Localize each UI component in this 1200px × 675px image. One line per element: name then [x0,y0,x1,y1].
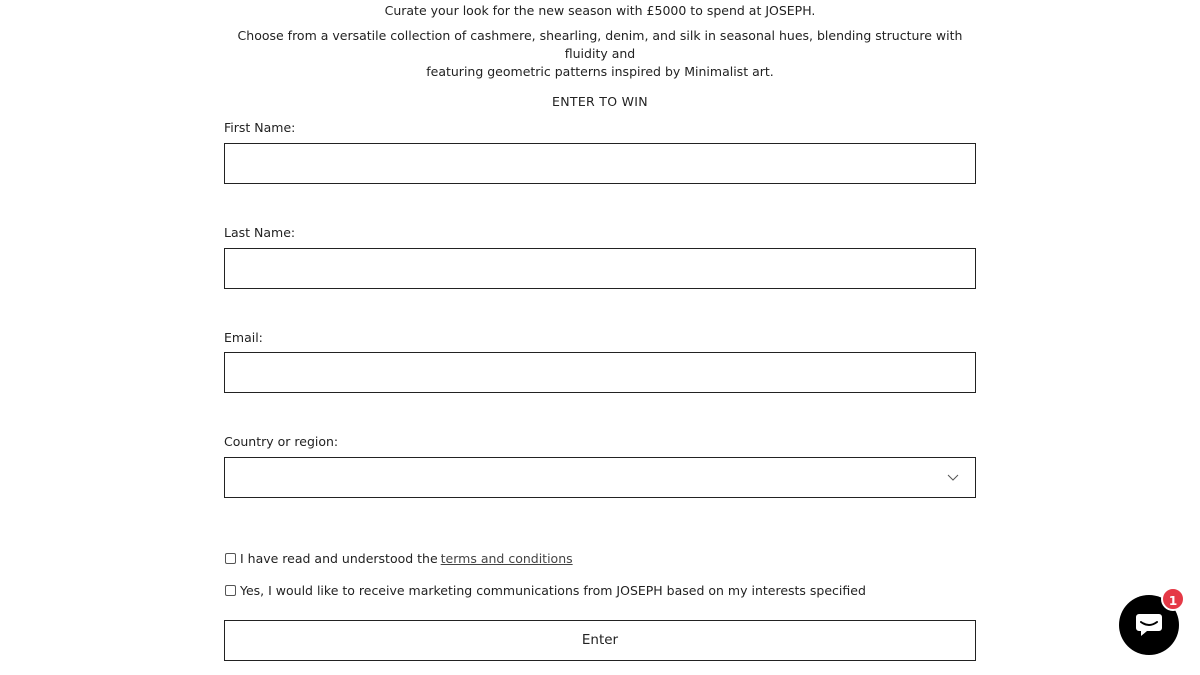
last-name-input[interactable] [224,248,976,289]
chat-bubble-icon [1135,612,1163,638]
first-name-label: First Name: [224,120,296,135]
marketing-row [224,583,866,598]
terms-link[interactable]: terms and conditions [440,551,573,566]
form-heading: ENTER TO WIN [552,94,648,109]
marketing-text: Yes, I would like to receive marketing communications from JOSEPH based on my interests specified [240,583,866,598]
country-label: Country or region: [224,434,339,449]
enter-button[interactable]: Enter [224,620,976,661]
notification-badge: 1 [1161,587,1185,611]
last-name-label: Last Name: [224,225,296,240]
intro-text: Curate your look for the new season with £5000 to spend at JOSEPH. [384,3,816,18]
email-label: Email: [224,330,263,345]
terms-row [224,551,573,566]
intro-description [224,27,976,81]
intro-description-line2: featuring geometric patterns inspired by Minimalist art. [426,64,774,79]
first-name-input[interactable] [224,143,976,184]
terms-checkbox[interactable] [225,553,236,564]
terms-text: I have read and understood the [240,551,438,566]
email-input[interactable] [224,352,976,393]
marketing-checkbox[interactable] [225,585,236,596]
country-select[interactable] [224,457,976,498]
chevron-down-icon [947,471,959,483]
intro-description-line1: Choose from a versatile collection of cashmere, shearling, denim, and silk in seasonal hues, blending structure with fluidity and [237,28,963,61]
